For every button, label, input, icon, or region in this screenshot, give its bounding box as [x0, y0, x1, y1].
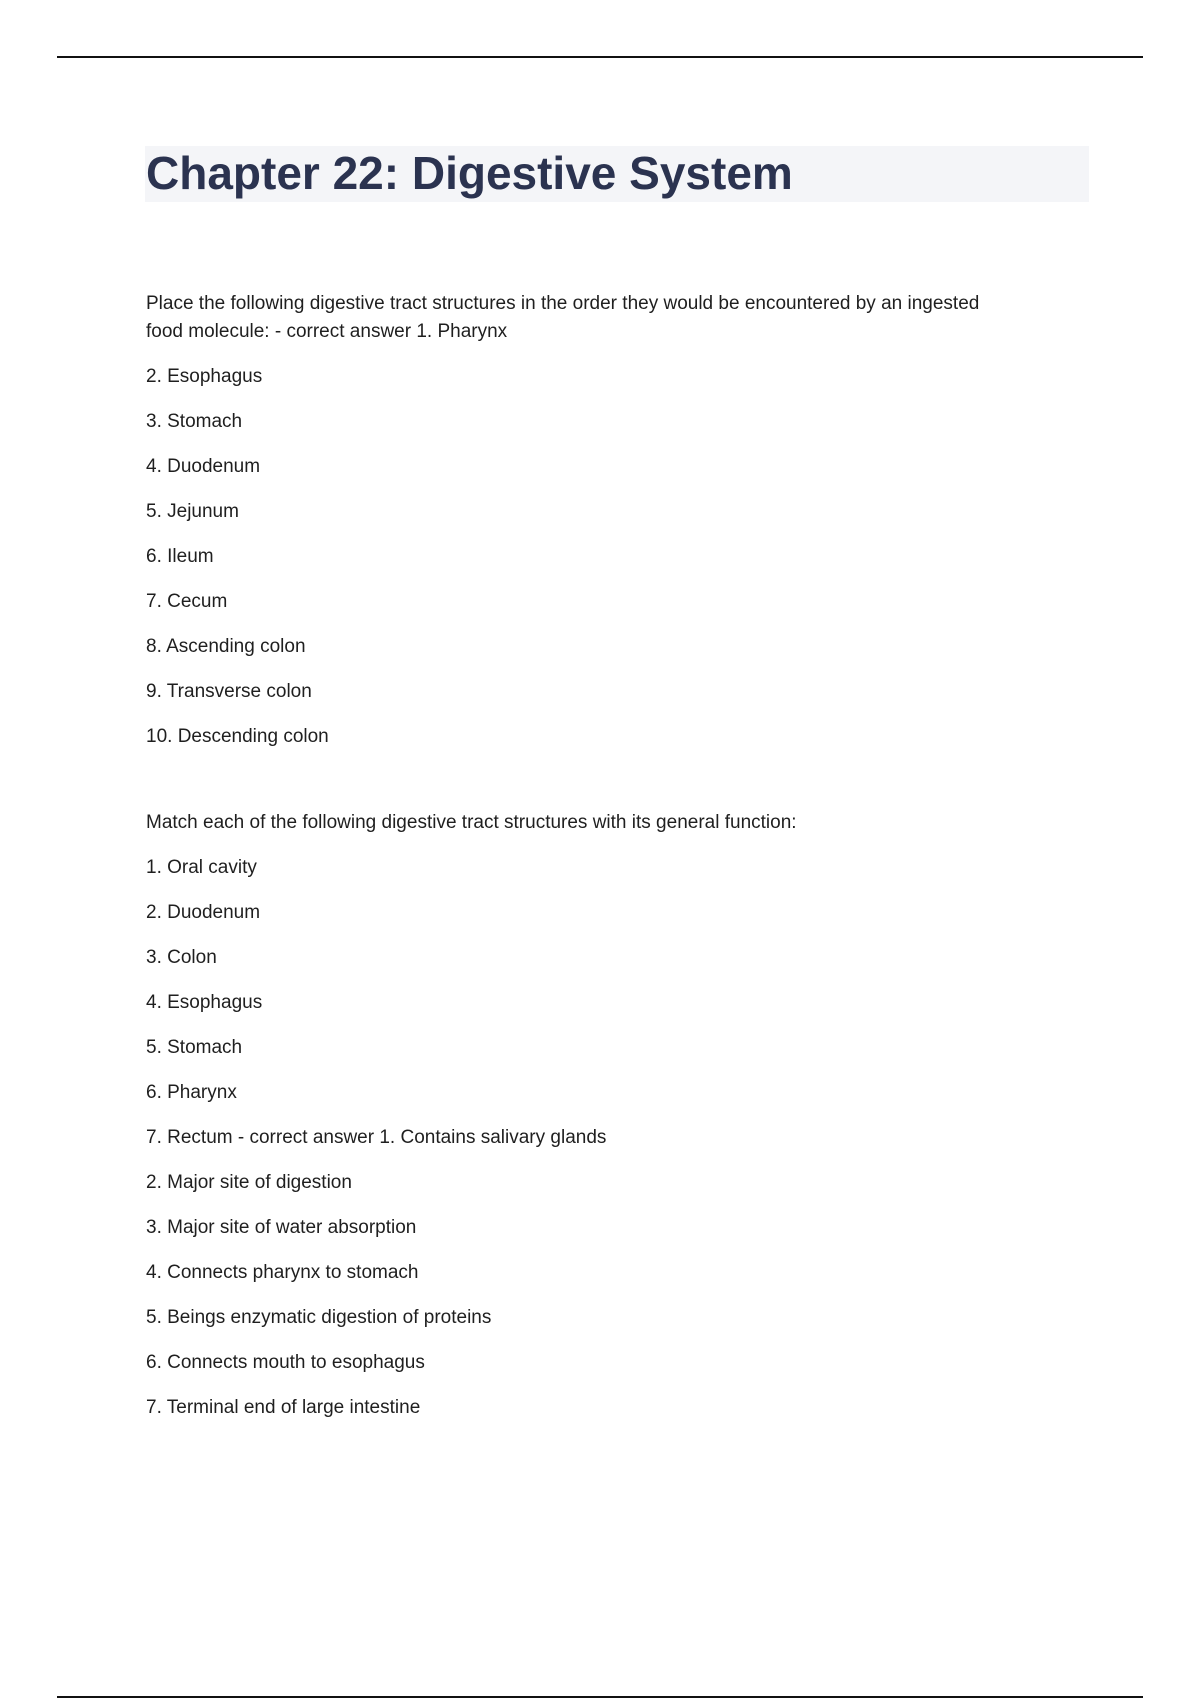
page-title: Chapter 22: Digestive System — [146, 147, 793, 199]
list-item: 3. Colon — [146, 947, 217, 968]
list-item: 2. Duodenum — [146, 902, 261, 923]
list-item: 7. Rectum - correct answer 1. Contains salivary glands — [146, 1127, 607, 1148]
list-item: 6. Pharynx — [146, 1082, 237, 1103]
question-block-2 — [146, 809, 1066, 1422]
list-item: 9. Transverse colon — [146, 681, 312, 702]
section-spacer — [146, 751, 1066, 809]
list-item: 5. Beings enzymatic digestion of proteins — [146, 1307, 492, 1328]
question-1-prompt-line-1: Place the following digestive tract structures in the order they would be encountered by an ingested — [146, 293, 980, 314]
list-item: 1. Oral cavity — [146, 857, 257, 878]
list-item: 4. Esophagus — [146, 992, 263, 1013]
list-item: 10. Descending colon — [146, 726, 329, 747]
question-block-1 — [146, 290, 1066, 751]
list-item: 3. Major site of water absorption — [146, 1217, 417, 1238]
question-2-prompt: Match each of the following digestive tract structures with its general function: — [146, 812, 797, 833]
list-item: 4. Connects pharynx to stomach — [146, 1262, 419, 1283]
list-item: 2. Major site of digestion — [146, 1172, 352, 1193]
list-item: 5. Stomach — [146, 1037, 243, 1058]
list-item: 2. Esophagus — [146, 366, 263, 387]
list-item: 8. Ascending colon — [146, 636, 306, 657]
list-item: 3. Stomach — [146, 411, 243, 432]
list-item: 7. Cecum — [146, 591, 228, 612]
bottom-rule — [57, 1696, 1143, 1698]
question-1-prompt-line-2: food molecule: - correct answer 1. Pharynx — [146, 321, 508, 342]
list-item: 7. Terminal end of large intestine — [146, 1397, 421, 1418]
list-item: 5. Jejunum — [146, 501, 239, 522]
list-item: 6. Ileum — [146, 546, 214, 567]
top-rule — [57, 56, 1143, 58]
document-body — [146, 290, 1066, 1422]
question-1-answer-list — [146, 363, 1066, 751]
question-2-answer-list — [146, 854, 1066, 1422]
list-item: 4. Duodenum — [146, 456, 261, 477]
list-item: 6. Connects mouth to esophagus — [146, 1352, 425, 1373]
